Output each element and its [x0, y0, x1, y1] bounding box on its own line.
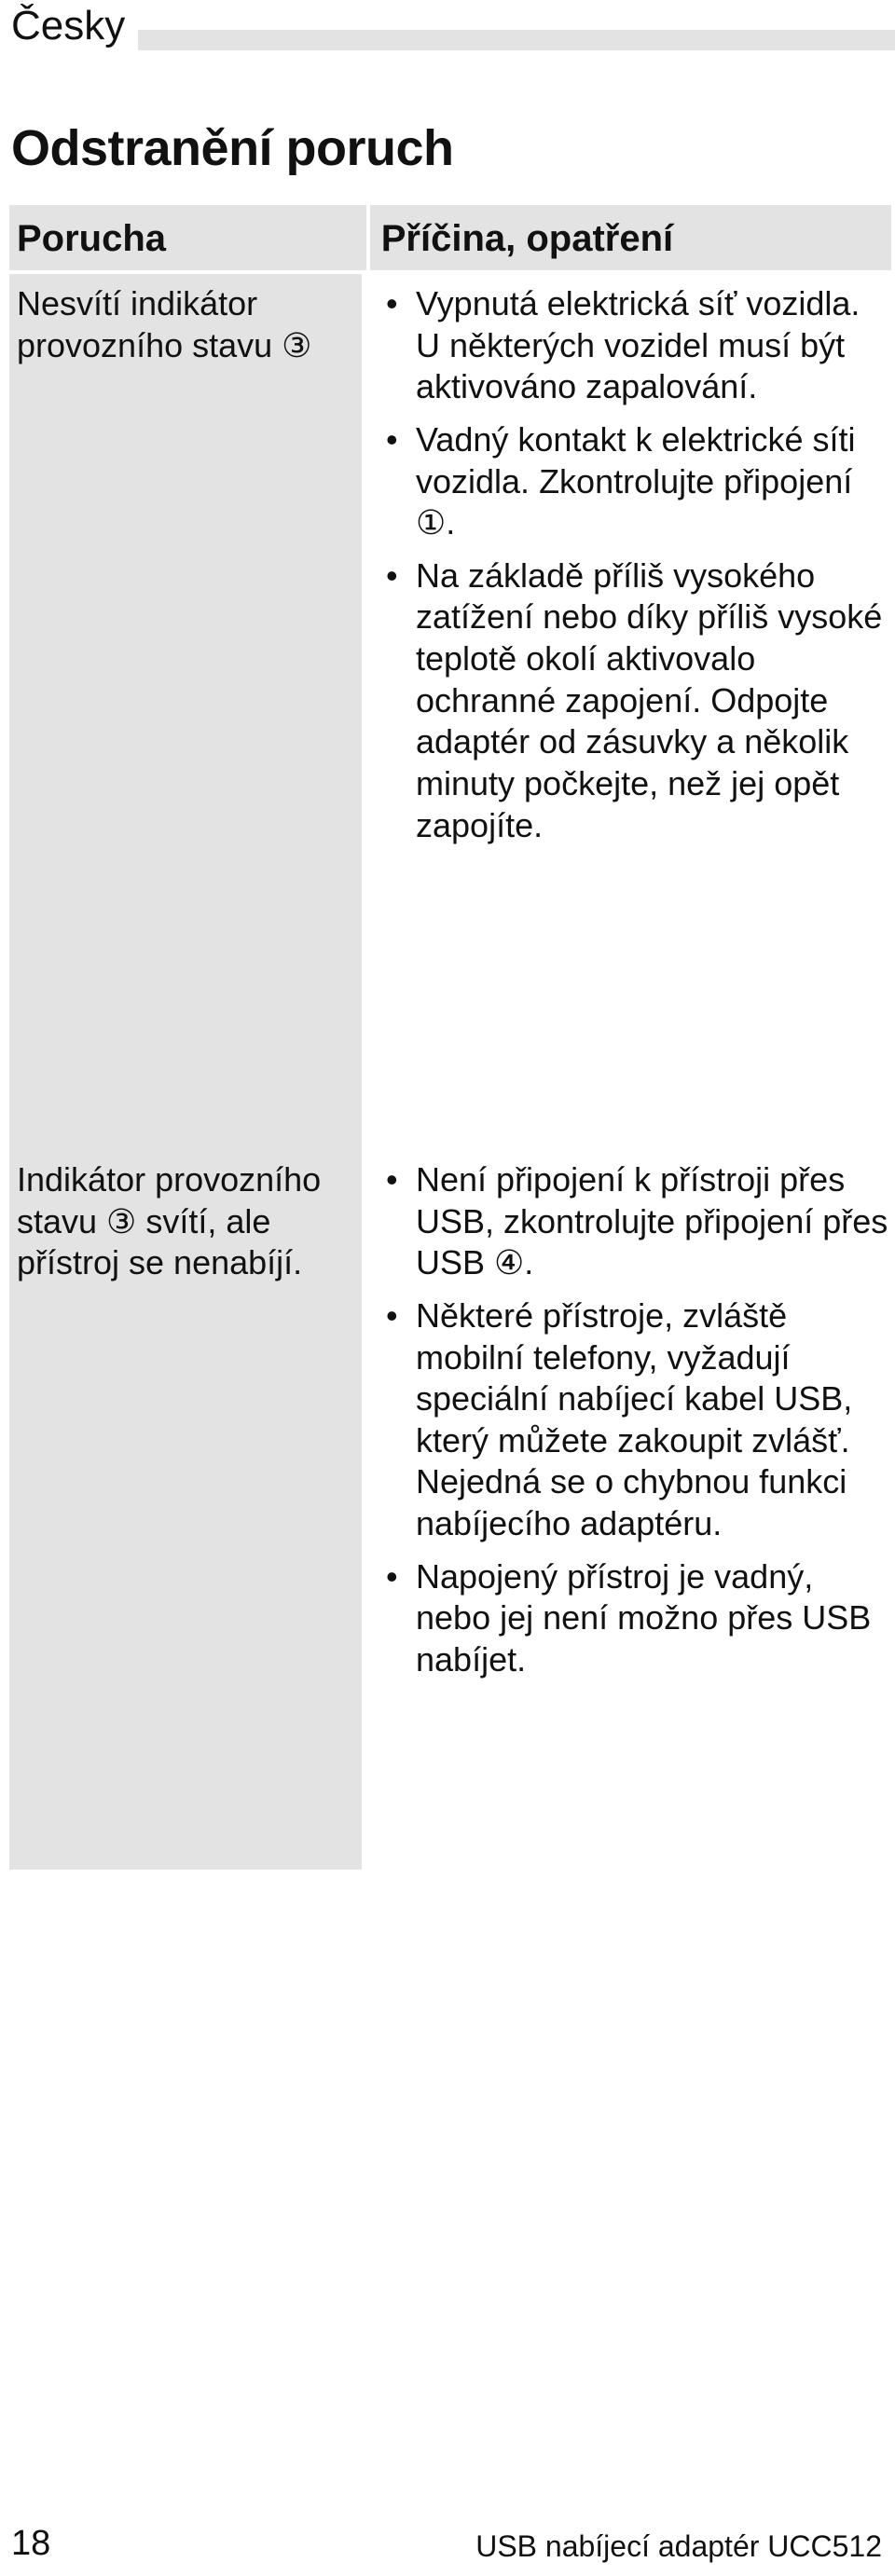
table-header: [9, 205, 891, 274]
header-rule: [138, 30, 895, 50]
cause-cell: [362, 1150, 891, 1870]
cause-text: Napojený přístroj je vadný, nebo jej není možno přes USB nabíjet.: [416, 1556, 872, 1679]
bullet-icon: •: [386, 1295, 398, 1335]
page-title: Odstranění poruch: [11, 120, 454, 176]
cause-text: Na základě příliš vysokého zatížení nebo díky příliš vysoké teplotě okolí aktivovalo ochranné zapojení. Odpojte adaptér od zásuvky a několik minuty počkejte, než jej opět zapojíte.: [416, 555, 883, 844]
cause-item: [365, 283, 891, 408]
footer-product-name: USB nabíjecí adaptér UCC512: [475, 2529, 882, 2563]
troubleshooting-table: [9, 205, 891, 1870]
cause-text: Některé přístroje, zvláště mobilní telefony, vyžadují speciální nabíjecí kabel USB, který můžete zakoupit zvlášť. Nejedná se o chybnou funkci nabíjecího adaptéru.: [416, 1295, 853, 1542]
cause-item: [365, 1159, 891, 1284]
cause-item: [365, 419, 891, 544]
fault-cell: Nesvítí indikátor provozního stavu ③: [9, 274, 362, 1150]
cause-text: Není připojení k přístroji přes USB, zkontrolujte připojení přes USB ④.: [416, 1160, 888, 1282]
bullet-icon: •: [386, 1160, 398, 1199]
bullet-icon: •: [386, 419, 398, 459]
cause-text: Vadný kontakt k elektrické síti vozidla. Zkontrolujte připojení ①.: [416, 419, 856, 542]
fault-cell: Indikátor provozního stavu ③ svítí, ale přístroj se nenabíjí.: [9, 1150, 362, 1870]
cause-cell: [362, 274, 891, 1150]
bullet-icon: •: [386, 1556, 398, 1596]
cause-text: Vypnutá elektrická síť vozidla. U některých vozidel musí být aktivováno zapalování.: [416, 284, 861, 406]
table-row: [9, 1150, 891, 1870]
language-label: Česky: [11, 3, 126, 48]
cause-item: [365, 1295, 891, 1545]
bullet-icon: •: [386, 284, 398, 322]
column-header-cause: Příčina, opatření: [366, 205, 891, 270]
bullet-icon: •: [386, 555, 398, 595]
page-number: 18: [11, 2524, 51, 2563]
language-bar: [0, 0, 895, 60]
cause-item: [365, 555, 891, 846]
table-row: [9, 274, 891, 1150]
cause-item: [365, 1556, 891, 1681]
page-footer: [0, 2526, 895, 2563]
column-header-fault: Porucha: [17, 218, 167, 259]
cause-list: [365, 1159, 891, 1681]
cause-list: [365, 283, 891, 846]
